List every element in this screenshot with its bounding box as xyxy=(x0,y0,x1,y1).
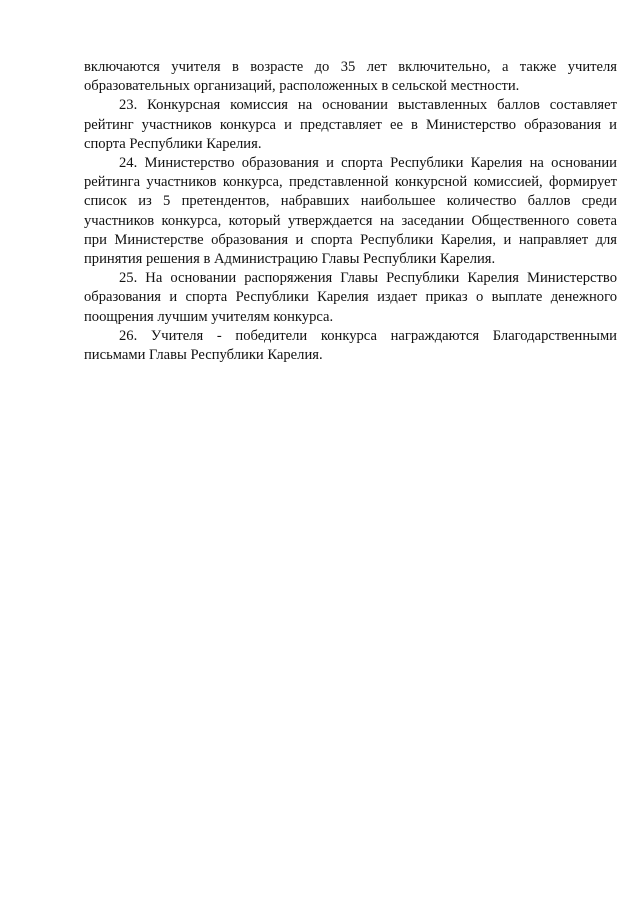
document-body xyxy=(84,58,617,365)
paragraph-25: 25. На основании распоряжения Главы Республики Карелия Министерство образования и спорта Республики Карелия издает приказ о выплате денежного поощрения лучшим учителям конкурса. xyxy=(84,270,617,325)
paragraph-23: 23. Конкурсная комиссия на основании выставленных баллов составляет рейтинг участников конкурса и представляет ее в Министерство образования и спорта Республики Карелия. xyxy=(84,97,617,152)
paragraph-24: 24. Министерство образования и спорта Республики Карелия на основании рейтинга участников конкурса, представленной конкурсной комиссией, формирует список из 5 претендентов, набравших наибольшее количество баллов среди участников конкурса, который утверждается на заседании Общественного совета при Министерстве образования и спорта Республики Карелия, и направляет для принятия решения в Администрацию Главы Республики Карелия. xyxy=(84,155,617,268)
paragraph-26: 26. Учителя - победители конкурса награждаются Благодарственными письмами Главы Республики Карелия. xyxy=(84,327,617,364)
paragraph-continuation: включаются учителя в возрасте до 35 лет включительно, а также учителя образовательных организаций, расположенных в сельской местности. xyxy=(84,59,617,95)
